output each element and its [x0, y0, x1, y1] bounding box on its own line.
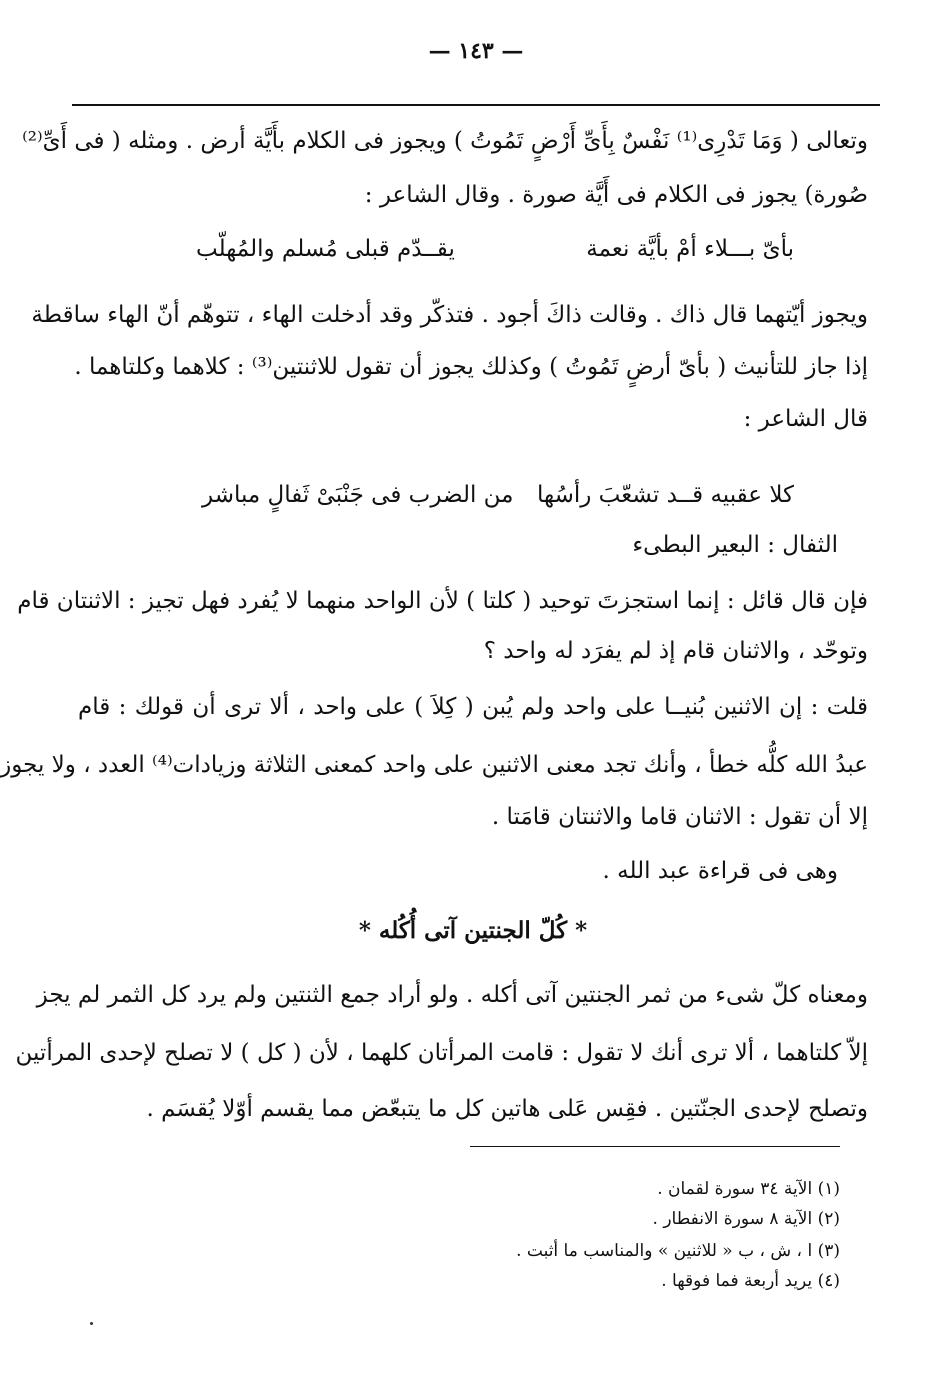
body-line: وتوحّد ، والاثنان قام إذ لم يفرَد له واحد ؟ [483, 638, 868, 664]
quran-heading: * كُلّ الجنتين آتى أُكُله * [358, 917, 588, 944]
body-line: وتصلح لإحدى الجنّتين . فقِس عَلى هاتين كل ما يتبعّض مما يقسم أوّلا يُقسَم . [146, 1096, 868, 1122]
body-line: ويجوز أيّتهما قال ذاك . وقالت ذاكَ أجود . فتذكّر وقد أدخلت الهاء ، تتوهّم أنّ الهاء ساقطة [31, 302, 868, 328]
verse-1-first-half: بأىّ بـــلاء أمْ بأيَّة نعمة [586, 236, 794, 262]
body-line: إذا جاز للتأنيث ( بأىّ أرضٍ تَمُوتُ ) وكذلك يجوز أن تقول للاثنتين⁽³⁾ : كلاهما وكلتاهما . [74, 354, 868, 380]
footnote: (٢) الآية ٨ سورة الانفطار . [652, 1209, 840, 1229]
verse-1-second-half: يقــدّم قبلى مُسلم والمُهلّب [196, 236, 455, 262]
verse-2-first-half: كلا عقبيه قــد تشعّبَ رأسُها [536, 482, 794, 508]
body-line: وتعالى ( وَمَا تَدْرِى⁽¹⁾ نَفْسٌ بِأَىِّ أَرْضٍ تَمُوتُ ) ويجوز فى الكلام بأَيَّة أرض . ومثله ( فى أَىِّ⁽²⁾ [22, 128, 868, 154]
body-line: عبدُ الله كلُّه خطأ ، وأنك تجد معنى الاثنين على واحد كمعنى الثلاثة وزيادات⁽⁴⁾ العدد ، ولا يجوز [0, 752, 868, 778]
verse-2-second-half: من الضرب فى جَنْبَىْ ثَفالٍ مباشر [202, 482, 514, 508]
footnote: (٤) يريد أربعة فما فوقها . [661, 1271, 840, 1291]
footnote: (١) الآية ٣٤ سورة لقمان . [657, 1179, 840, 1199]
body-line: وهى فى قراءة عبد الله . [602, 858, 838, 884]
footnote-rule [470, 1146, 840, 1147]
body-line: قلت : إن الاثنين بُنيــا على واحد ولم يُبن ( كِلاَ ) على واحد ، ألا ترى أن قولك : قام [78, 694, 868, 720]
body-line: إلاّ كلتاهما ، ألا ترى أنك لا تقول : قامت المرأتان كلهما ، لأن ( كل ) لا تصلح لإحدى المرأتين [15, 1040, 868, 1066]
header-rule [72, 104, 880, 106]
body-line: قال الشاعر : [743, 406, 868, 432]
gloss-line: الثفال : البعير البطىء [632, 532, 838, 558]
page-number: — ١٤٣ — [428, 38, 524, 64]
body-line: ومعناه كلّ شىء من ثمر الجنتين آتى أكله . ولو أراد جمع الثنتين ولم يرد كل الثمر لم يجز [36, 982, 868, 1008]
body-line: صُورة) يجوز فى الكلام فى أَيَّة صورة . وقال الشاعر : [364, 182, 868, 208]
scan-speck [90, 1322, 93, 1325]
body-line: فإن قال قائل : إنما استجزتَ توحيد ( كلتا ) لأن الواحد منهما لا يُفرد فهل تجيز : الاثنتان قام [17, 588, 868, 614]
footnote: (٣) ا ، ش ، ب « للاثنين » والمناسب ما أثبت . [516, 1241, 840, 1261]
body-line: إلا أن تقول : الاثنان قاما والاثنتان قامَتا . [491, 804, 868, 830]
